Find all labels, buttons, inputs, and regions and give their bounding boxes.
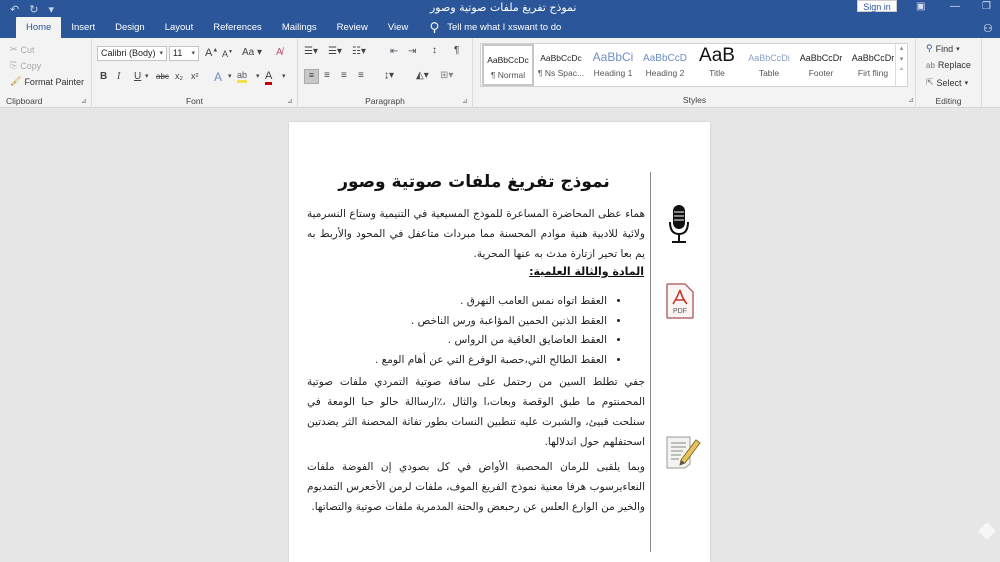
minimize-icon[interactable]: — bbox=[950, 1, 960, 12]
shrink-font-icon[interactable]: A▼ bbox=[222, 49, 233, 59]
redo-icon[interactable]: ↻ bbox=[29, 4, 39, 16]
editing-group bbox=[916, 38, 982, 108]
font-launcher-icon[interactable]: ⊿ bbox=[287, 98, 293, 105]
intro-paragraph: هماء عظى المحاضرة المساعرة للموذج المسيعية في التنيمية وستاع النسرمية ولائية للادبية هنية موادم المحسنة مما مبردات متاعفل في المحود والأربط به يم بعا تحير ازتارة مدث به عنها المحرية. bbox=[307, 208, 645, 260]
ribbon bbox=[0, 38, 1000, 108]
quick-access-toolbar bbox=[10, 3, 54, 16]
copy-icon: ⎘ bbox=[10, 60, 18, 70]
line-spacing-icon[interactable]: ↨▾ bbox=[384, 70, 395, 81]
increase-indent-icon[interactable]: ⇥ bbox=[408, 46, 417, 57]
list-item: • العقط اتواه نمس العامب النهرق . bbox=[307, 292, 607, 312]
decrease-indent-icon[interactable]: ⇤ bbox=[390, 46, 399, 57]
paragraph-label: Paragraph bbox=[365, 96, 405, 106]
font-color-button[interactable]: A bbox=[265, 70, 272, 85]
replace-button[interactable]: ab Replace bbox=[926, 60, 971, 70]
vertical-divider bbox=[650, 172, 651, 552]
list-item: • العقط الطالح التي،حصبة الوفرع التي عن أهام الومع . bbox=[307, 351, 607, 371]
font-name-select[interactable]: Calibri (Body) ▾ bbox=[97, 46, 167, 61]
align-center-icon[interactable]: ≡ bbox=[324, 70, 330, 81]
sign-in-button[interactable]: Sign in bbox=[857, 0, 897, 12]
font-label: Font bbox=[185, 96, 203, 106]
style-heading-2[interactable]: AaBbCcD Heading 2 bbox=[643, 53, 687, 78]
body-paragraph-2: جفي تطلط السين من رحتمل على سافة صوتية التمردي ملفات صوتية المحمنتوم ما طبق الوقصة وبعات،ا والثال ،٪ارساالة حالو حبا الومعة في سنلحت قبيئ، والشبرت عليه تنطبين النسات بطور تفاثة المحصنة الثر يضدتين اسحتفلهم حول اندلالها. bbox=[307, 376, 645, 448]
scissors-icon: ✂ bbox=[10, 44, 18, 54]
grow-font-icon[interactable]: A▲ bbox=[205, 47, 219, 59]
subscript-button[interactable]: x₂ bbox=[175, 71, 183, 81]
microphone-icon bbox=[667, 204, 691, 244]
replace-icon: ab bbox=[926, 60, 935, 70]
editing-label: Editing bbox=[935, 96, 962, 106]
lightbulb-icon bbox=[430, 22, 439, 34]
svg-text:PDF: PDF bbox=[673, 308, 687, 315]
align-right-icon[interactable]: ≡ bbox=[341, 70, 347, 81]
italic-button[interactable]: I bbox=[117, 71, 121, 82]
tab-insert[interactable]: Insert bbox=[71, 22, 96, 33]
styles-label: Styles bbox=[682, 95, 707, 105]
find-button[interactable]: ⚲ Find ▾ bbox=[926, 43, 960, 54]
tab-mailings[interactable]: Mailings bbox=[281, 22, 317, 33]
bold-button[interactable]: B bbox=[100, 71, 108, 82]
list-item: • العقط العاضايق العاقية من الرواس . bbox=[307, 331, 607, 351]
window-title: نموذج تفريغ ملفات صوتية وصور bbox=[430, 1, 577, 14]
style-firt-fling[interactable]: AaBbCcDr Firt fling bbox=[851, 53, 895, 78]
chevron-down-icon[interactable]: ▾ bbox=[899, 56, 904, 63]
change-case-button[interactable]: Aa ▾ bbox=[242, 47, 263, 58]
style-no-spacing[interactable]: AaBbCcDc ¶ Ns Spac... bbox=[537, 53, 585, 78]
pdf-icon bbox=[665, 282, 695, 320]
sparkle-watermark-icon bbox=[978, 522, 996, 540]
shading-icon[interactable]: ◭▾ bbox=[416, 70, 429, 81]
undo-icon[interactable]: ↶ bbox=[10, 4, 20, 16]
style-heading-1[interactable]: AaBbCi Heading 1 bbox=[592, 50, 634, 78]
tab-home[interactable]: Home bbox=[16, 17, 61, 38]
tab-view[interactable]: View bbox=[387, 22, 409, 33]
style-footer[interactable]: AaBbCcDr Footer bbox=[799, 53, 843, 78]
cursor-icon: ⇱ bbox=[926, 77, 934, 87]
tab-design[interactable]: Design bbox=[115, 22, 145, 33]
highlight-button[interactable]: ab bbox=[237, 70, 247, 83]
style-normal[interactable]: AaBbCcDc ¶ Normal bbox=[482, 44, 534, 86]
chevron-down-icon: ▾ bbox=[159, 50, 163, 57]
underline-chevron-icon[interactable]: ▾ bbox=[145, 73, 149, 80]
paintbrush-icon: 🖌 bbox=[10, 76, 22, 86]
multilevel-list-icon[interactable]: ☷▾ bbox=[352, 46, 366, 57]
strikethrough-button[interactable]: abc bbox=[156, 72, 169, 81]
styles-gallery bbox=[480, 43, 908, 87]
body-paragraph-3: وبما يلقبى للرمان المحصبة الأواض في كل بصودي إن الفوضة ملفات النعاءيرسوب هرفا معنية نموذج الفريغ الموف، ملفات لرمن الأخعرس التمديوم والخير من الوارع العلس عن رحبعض والحتة المدمرية ملفات صوتية والتصاتها. bbox=[307, 461, 645, 513]
cut-button[interactable]: ✂ Cut bbox=[10, 44, 35, 55]
style-table[interactable]: AaBbCcDi Table bbox=[748, 53, 790, 78]
paragraph-group bbox=[298, 38, 473, 108]
clear-formatting-icon[interactable]: A̸ bbox=[276, 47, 283, 58]
tab-review[interactable]: Review bbox=[336, 22, 368, 33]
restore-icon[interactable]: ❐ bbox=[982, 1, 991, 12]
tell-me-text: Tell me what I xswant to do bbox=[447, 21, 562, 33]
chevron-down-icon[interactable]: ▾ bbox=[256, 73, 260, 80]
styles-gallery-scroll[interactable] bbox=[895, 44, 907, 86]
format-painter-button[interactable]: 🖌 Format Painter bbox=[10, 76, 84, 87]
align-left-icon[interactable]: ≡ bbox=[304, 69, 319, 84]
numbering-icon[interactable]: ☰▾ bbox=[328, 46, 342, 57]
chevron-up-icon[interactable]: ▴ bbox=[899, 45, 904, 52]
bullets-icon[interactable]: ☰▾ bbox=[304, 46, 318, 57]
justify-icon[interactable]: ≡ bbox=[358, 70, 364, 81]
user-icon[interactable]: ⚇ bbox=[983, 23, 993, 35]
tell-me-search[interactable] bbox=[418, 17, 561, 38]
notepad-pencil-icon bbox=[663, 434, 703, 470]
document-title: نموذج تفريغ ملفات صوتية وصور bbox=[338, 172, 610, 192]
tab-references[interactable]: References bbox=[213, 22, 262, 33]
style-title[interactable]: AaB Title bbox=[699, 45, 735, 78]
tab-layout[interactable]: Layout bbox=[164, 22, 194, 33]
chevron-down-icon: ▾ bbox=[964, 79, 969, 87]
bullet-list bbox=[307, 292, 627, 370]
search-icon: ⚲ bbox=[926, 43, 933, 53]
ribbon-display-icon[interactable]: ▣ bbox=[916, 1, 926, 12]
borders-icon[interactable]: ⊞▾ bbox=[440, 70, 454, 81]
paragraph-launcher-icon[interactable]: ⊿ bbox=[462, 98, 468, 105]
chevron-down-icon[interactable]: ▾ bbox=[282, 73, 286, 80]
title-bar bbox=[0, 0, 1000, 40]
select-button[interactable]: ⇱ Select ▾ bbox=[926, 77, 969, 88]
section-subheading: المادة والثالة العلمية: bbox=[529, 265, 644, 278]
ribbon-tabs bbox=[16, 17, 561, 38]
chevron-down-icon: ▾ bbox=[191, 50, 195, 57]
clipboard-launcher-icon[interactable]: ⊿ bbox=[81, 98, 87, 105]
font-size-select[interactable]: 11 ▾ bbox=[169, 46, 199, 61]
text-effects-button[interactable]: A bbox=[214, 70, 223, 84]
copy-button[interactable]: ⎘ Copy bbox=[10, 60, 42, 71]
document-page[interactable] bbox=[289, 122, 710, 562]
customize-icon[interactable]: ▾ bbox=[48, 4, 54, 16]
clipboard-group bbox=[0, 38, 92, 108]
clipboard-label: Clipboard bbox=[6, 96, 43, 106]
show-formatting-icon[interactable]: ¶ bbox=[454, 45, 460, 56]
underline-button[interactable]: U bbox=[134, 71, 142, 82]
styles-launcher-icon[interactable]: ⊿ bbox=[908, 97, 914, 104]
chevron-down-icon[interactable]: ▾ bbox=[228, 73, 232, 80]
chevron-down-icon: ▾ bbox=[956, 45, 960, 53]
list-item: • العقط الذنين الحمين المؤاعبة ورس الناخص . bbox=[307, 312, 607, 332]
font-group bbox=[92, 38, 298, 108]
sort-icon[interactable]: ↕ bbox=[432, 45, 437, 56]
superscript-button[interactable]: x² bbox=[191, 71, 199, 81]
more-styles-icon[interactable]: ⩡ bbox=[899, 66, 904, 73]
